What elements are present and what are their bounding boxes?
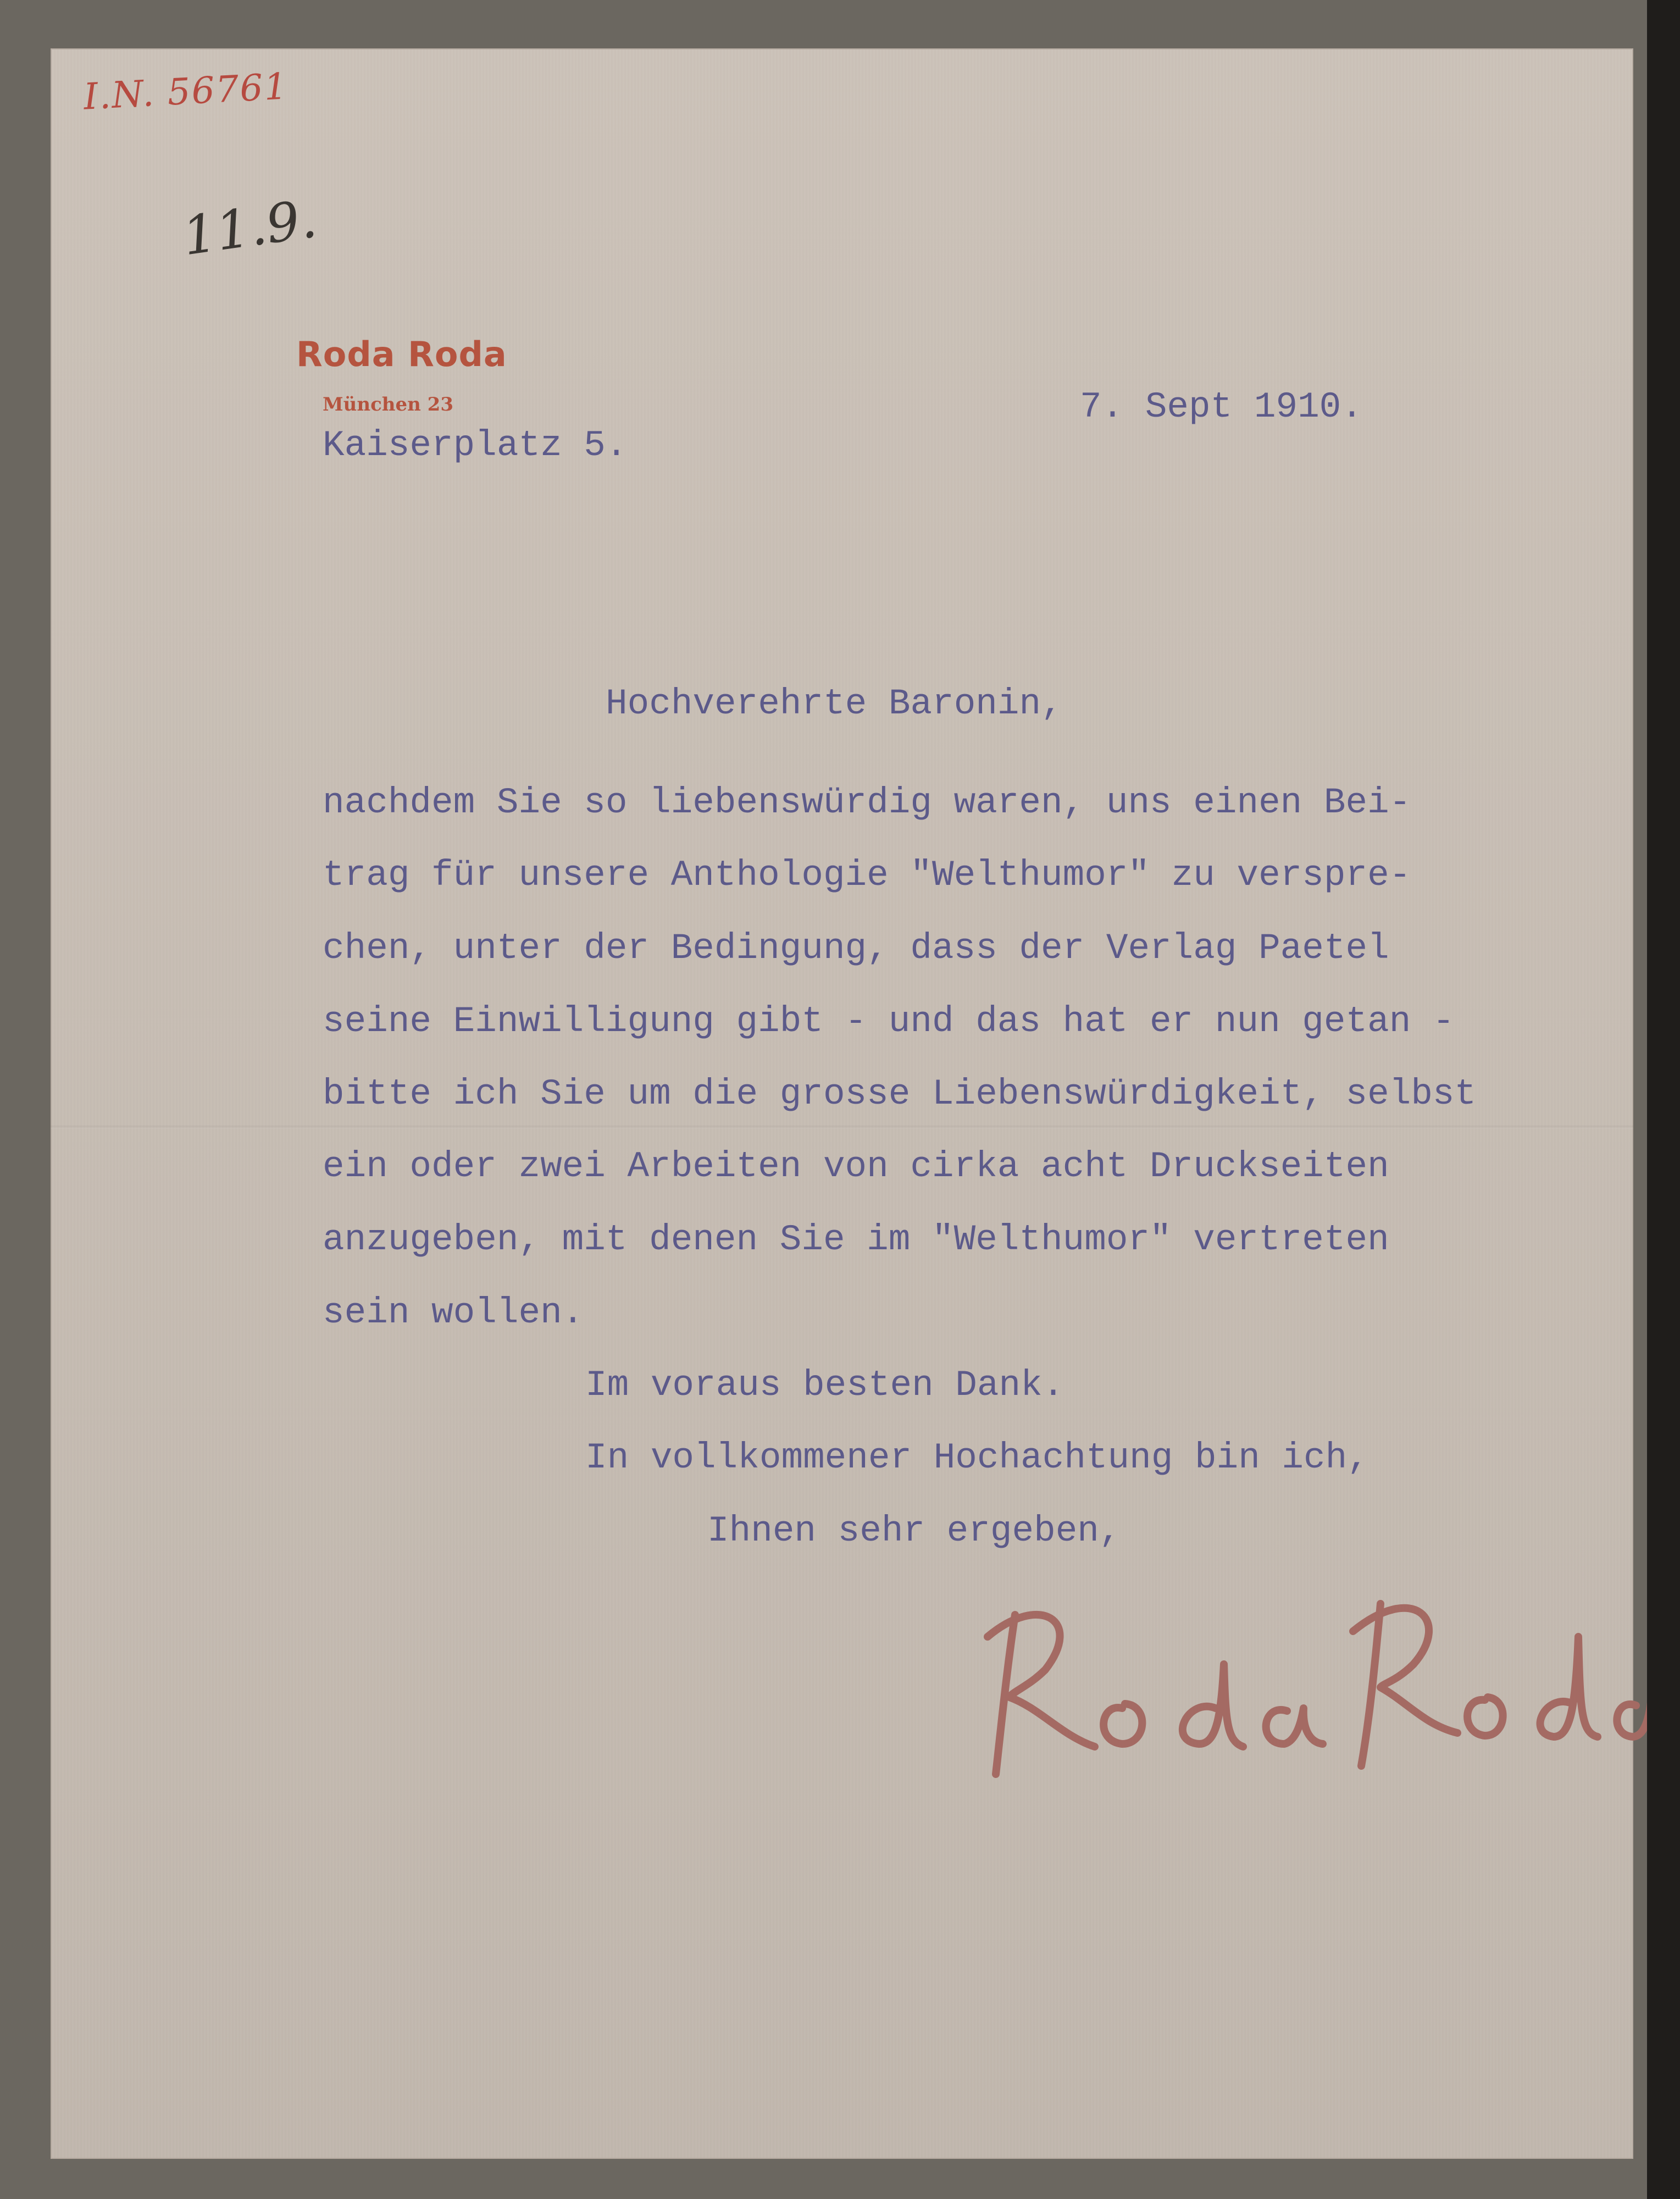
body-line: anzugeben, mit denen Sie im "Welthumor" vertreten <box>323 1219 1389 1260</box>
body-line: seine Einwilligung gibt - und das hat er nun getan - <box>323 1001 1455 1042</box>
letter-sheet <box>51 48 1633 2159</box>
archive-number: I.N. 56761 <box>82 65 290 118</box>
closing-valediction: Ihnen sehr ergeben, <box>707 1510 1121 1552</box>
body-line: bitte ich Sie um die grosse Liebenswürdigkeit, selbst <box>323 1073 1477 1115</box>
body-line: sein wollen. <box>323 1292 584 1333</box>
pencil-note: 11.9. <box>179 187 320 268</box>
body-line: ein oder zwei Arbeiten von cirka acht Druckseiten <box>323 1146 1389 1187</box>
letterhead-city: München 23 <box>323 394 453 416</box>
scan-border <box>1647 0 1680 2199</box>
letter-date: 7. Sept 1910. <box>1080 386 1363 428</box>
closing-thanks: Im voraus besten Dank. <box>585 1365 1064 1406</box>
paper-fold <box>51 1126 1633 1129</box>
body-line: chen, unter der Bedingung, dass der Verlag Paetel <box>323 928 1389 969</box>
sender-address: Kaiserplatz 5. <box>323 425 628 466</box>
letterhead-name: Roda Roda <box>296 334 507 374</box>
handwritten-signature <box>957 1543 1680 1802</box>
salutation: Hochverehrte Baronin, <box>606 683 1063 724</box>
closing-regards: In vollkommener Hochachtung bin ich, <box>585 1437 1369 1478</box>
body-line: trag für unsere Anthologie "Welthumor" zu verspre- <box>323 855 1411 896</box>
body-line: nachdem Sie so liebenswürdig waren, uns einen Bei- <box>323 782 1411 823</box>
